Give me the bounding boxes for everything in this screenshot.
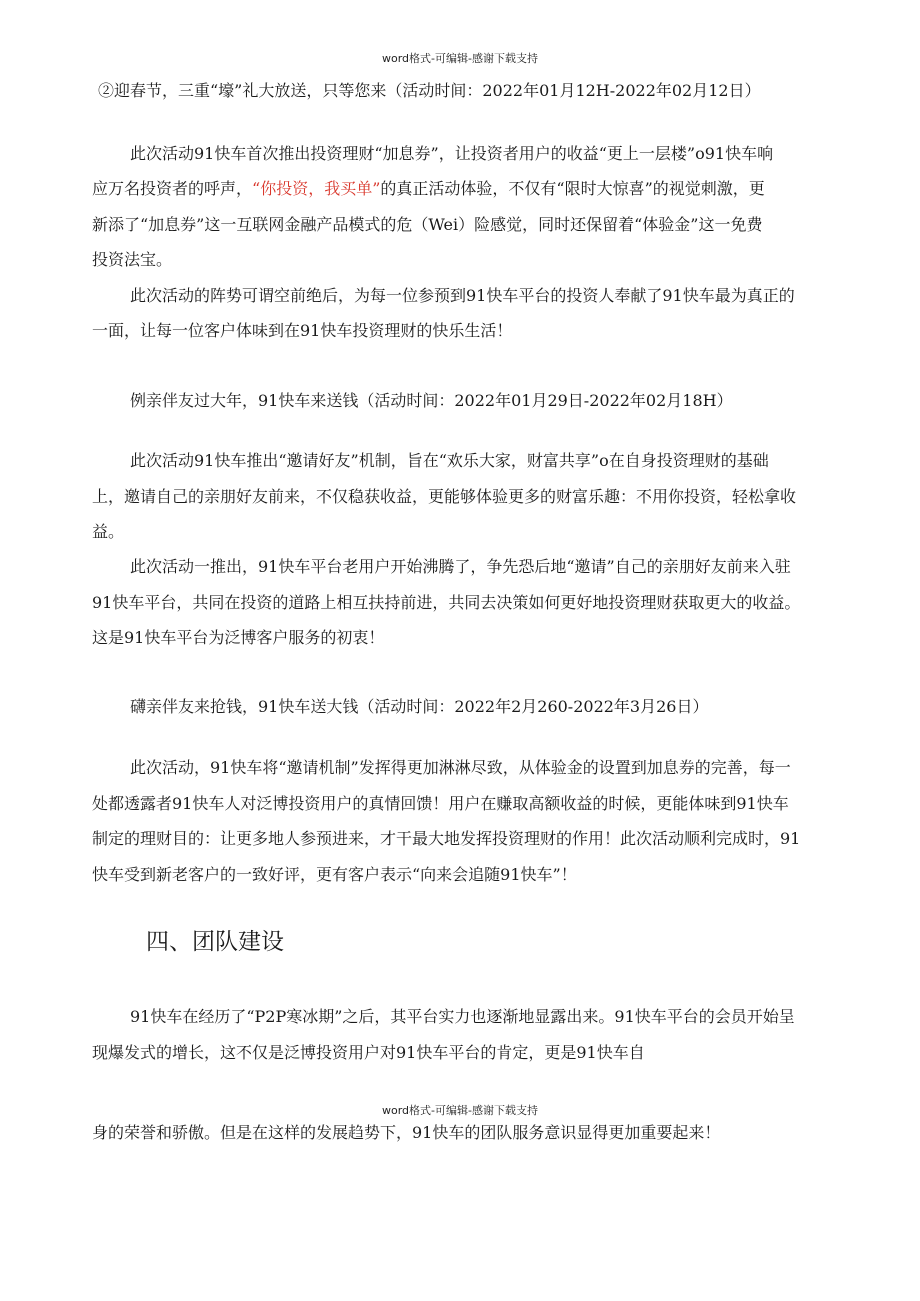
page-header-next: word格式-可编辑-感谢下载支持	[382, 1104, 538, 1117]
section-heading: 四、团队建设	[146, 929, 284, 955]
paragraph-line: 此次活动91快车推出“邀请好友”机制，旨在“欢乐大家，财富共享”o在自身投资理财的基础	[130, 451, 769, 470]
page-header-top: word格式-可编辑-感谢下载支持	[382, 52, 538, 65]
highlight-phrase: “你投资，我买单”	[252, 179, 381, 198]
paragraph-line: ②迎春节，三重“壕”礼大放送，只等您来（活动时间：2022年01月12H-2022年02月12日）	[98, 81, 761, 100]
paragraph-line: 处都透露者91快车人对泛博投资用户的真情回馈！用户在赚取高额收益的时候，更能体味到91快车	[92, 794, 789, 813]
paragraph-line-with-highlight	[92, 178, 765, 200]
paragraph-line: 制定的理财目的：让更多地人参预进来，才干最大地发挥投资理财的作用！此次活动顺利完成时，91	[92, 829, 801, 848]
line-suffix: 的真正活动体验，不仅有“限时大惊喜”的视觉刺激，更	[380, 179, 765, 198]
line-prefix: 应万名投资者的呼声，	[92, 179, 253, 198]
paragraph-line: 身的荣誉和骄傲。但是在这样的发展趋势下，91快车的团队服务意识显得更加重要起来！	[92, 1123, 721, 1142]
paragraph-line: 此次活动一推出，91快车平台老用户开始沸腾了，争先恐后地“邀请”自己的亲朋好友前来入驻	[130, 557, 791, 576]
paragraph-line: 91快车平台，共同在投资的道路上相互扶持前进，共同去决策如何更好地投资理财获取更大的收益。	[92, 593, 801, 612]
paragraph-line: 新添了“加息券”这一互联网金融产品模式的危（Wei）险感觉，同时还保留着“体验金”这一免费	[92, 215, 763, 234]
activity-title: 礴亲伴友来抢钱，91快车送大钱（活动时间：2022年2月260-2022年3月26日）	[130, 697, 709, 716]
paragraph-line: 上，邀请自己的亲朋好友前来，不仅稳获收益，更能够体验更多的财富乐趣：不用你投资，轻松拿收	[92, 487, 797, 506]
paragraph-line: 现爆发式的增长，这不仅是泛博投资用户对91快车平台的肯定，更是91快车自	[92, 1043, 645, 1062]
paragraph-line: 一面，让每一位客户体味到在91快车投资理财的快乐生活！	[92, 321, 513, 340]
paragraph-line: 益。	[92, 522, 125, 541]
paragraph-line: 此次活动，91快车将“邀请机制”发挥得更加淋淋尽致，从体验金的设置到加息券的完善，每一	[130, 758, 791, 777]
paragraph-line: 投资法宝。	[92, 250, 173, 269]
paragraph-line: 此次活动的阵势可谓空前绝后，为每一位参预到91快车平台的投资人奉献了91快车最为真正的	[130, 286, 795, 305]
activity-title: 例亲伴友过大年，91快车来送钱（活动时间：2022年01月29日-2022年02月18H）	[130, 391, 733, 410]
paragraph-line: 快车受到新老客户的一致好评，更有客户表示“向来会追随91快车”！	[92, 865, 577, 884]
paragraph-line: 此次活动91快车首次推出投资理财“加息券”，让投资者用户的收益“更上一层楼”o91快车响	[130, 144, 774, 163]
paragraph-line: 这是91快车平台为泛博客户服务的初衷！	[92, 628, 385, 647]
paragraph-line: 91快车在经历了“P2P寒冰期”之后，其平台实力也逐渐地显露出来。91快车平台的会员开始呈	[130, 1007, 795, 1026]
